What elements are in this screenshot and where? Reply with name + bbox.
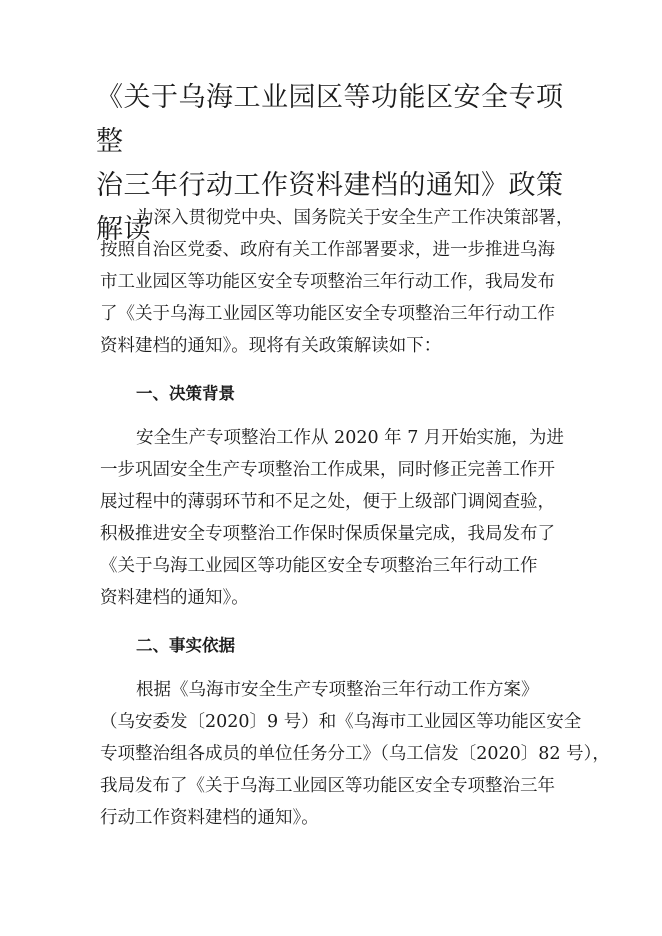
section-heading-background: 一、决策背景 <box>136 384 235 403</box>
section-line: （乌安委发〔2020〕9 号）和《乌海市工业园区等功能区安全 <box>100 712 582 732</box>
section-line: 展过程中的薄弱环节和不足之处，便于上级部门调阅查验， <box>100 492 555 512</box>
section-basis-paragraph <box>100 674 610 834</box>
intro-paragraph <box>100 202 574 362</box>
intro-line: 按照自治区党委、政府有关工作部署要求，进一步推进乌海 <box>100 240 555 260</box>
section-heading-basis: 二、事实依据 <box>136 636 235 655</box>
section-line: 安全生产专项整治工作从 2020 年 7 月开始实施，为进 <box>136 428 564 448</box>
title-line-2: 治三年行动工作资料建档的通知》政策解读 <box>96 170 564 245</box>
section-line: 我局发布了《关于乌海工业园区等功能区安全专项整治三年 <box>100 776 555 796</box>
section-line: 《关于乌海工业园区等功能区安全专项整治三年行动工作 <box>100 556 538 576</box>
intro-line: 资料建档的通知》。现将有关政策解读如下： <box>100 336 442 356</box>
section-line: 根据《乌海市安全生产专项整治三年行动工作方案》 <box>136 680 539 700</box>
intro-line: 为深入贯彻党中央、国务院关于安全生产工作决策部署， <box>136 208 574 228</box>
section-background-paragraph <box>100 422 570 614</box>
section-line: 一步巩固安全生产专项整治工作成果，同时修正完善工作开 <box>100 460 555 480</box>
document-body <box>100 202 610 834</box>
section-line: 资料建档的通知》。 <box>100 588 249 608</box>
intro-line: 了《关于乌海工业园区等功能区安全专项整治三年行动工作 <box>100 304 555 324</box>
section-line: 专项整治组各成员的单位任务分工》（乌工信发〔2020〕82 号）， <box>100 744 610 764</box>
title-line-1: 《关于乌海工业园区等功能区安全专项整 <box>96 82 564 157</box>
section-line: 积极推进安全专项整治工作保时保质保量完成，我局发布了 <box>100 524 555 544</box>
intro-line: 市工业园区等功能区安全专项整治三年行动工作，我局发布 <box>100 272 555 292</box>
section-line: 行动工作资料建档的通知》。 <box>100 808 319 828</box>
